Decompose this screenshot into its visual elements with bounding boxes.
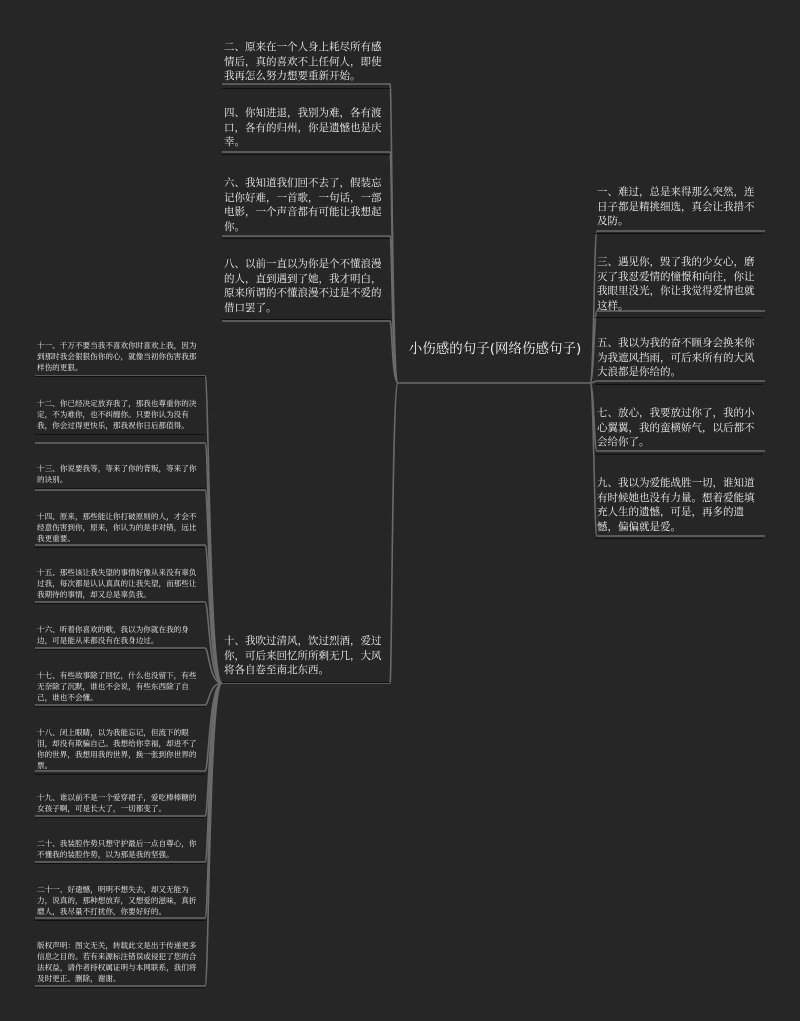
sub-connector xyxy=(35,545,222,683)
sub-node[interactable]: 十七、有些故事除了回忆，什么也没留下，有些无奈除了沉默，谁也不会说，有些东西除了自己，谁也不会懂。 xyxy=(35,670,205,707)
branch-node[interactable]: 八、以前一直以为你是个不懂浪漫的人，直到遇到了她，我才明白，原来所谓的不懂浪漫不过是不爱的借口罢了。 xyxy=(222,257,390,320)
central-topic[interactable]: 小伤感的句子(网络伤感句子) xyxy=(408,341,582,357)
sub-node[interactable]: 十一、千万不要当我不喜欢你时喜欢上我，因为到那时我会狠狠伤你的心，就像当初你伤害我那样伤的更狠。 xyxy=(35,340,205,377)
branch-node[interactable]: 四、你知进退，我别为难，各有渡口，各有的归州，你是遗憾也是庆幸。 xyxy=(222,106,390,155)
sub-node[interactable]: 十三、你说要我等，等来了你的背叛，等来了你的诀别。 xyxy=(35,463,205,489)
sub-node[interactable]: 二十一、好遗憾，明明不想失去，却又无能为力，说真的，那种想放弃，又想爱的滋味，真折磨人，我尽量不打扰你，你要好好的。 xyxy=(35,884,205,921)
sub-node[interactable]: 十五、那些该让我失望的事情好像从来没有辜负过我，每次都是认认真真的让我失望，而那些让我期待的事情，却又总是辜负我。 xyxy=(35,567,205,604)
branch-node[interactable]: 二、原来在一个人身上耗尽所有感情后，真的喜欢不上任何人，即使我再怎么努力想要重新开始。 xyxy=(222,40,390,89)
branch-node[interactable]: 五、我以为我的奋不顾身会换来你为我遮风挡雨，可后来所有的大风大浪都是你给的。 xyxy=(595,336,763,385)
branch-node[interactable]: 九、我以为爱能战胜一切，谁知道有时候她也没有力量。想着爱能填充人生的遗憾，可是，再多的遗憾，偏偏就是爱。 xyxy=(595,476,763,539)
sub-node[interactable]: 二十、我装腔作势只想守护最后一点自尊心，你不懂我的装腔作势，以为那是我的坚强。 xyxy=(35,838,205,864)
sub-node[interactable]: 十八、闭上眼睛，以为我能忘记，但流下的眼泪，却没有欺骗自己。我想给你幸福，却进不了你的世界，我想用我的世界，换一张到你世界的票。 xyxy=(35,727,205,775)
branch-node[interactable]: 三、遇见你，毁了我的少女心，磨灭了我怼爱情的憧憬和向往，你让我眼里没光，你让我觉得爱情也就这样。 xyxy=(595,255,763,318)
branch-node[interactable]: 一、难过，总是来得那么突然，连日子都是精挑细选，真会让我措不及防。 xyxy=(595,185,763,234)
sub-node[interactable]: 十六、听着你喜欢的歌，我以为你就在我的身边，可是能从来都没有在我身边过。 xyxy=(35,624,205,650)
branch-node[interactable]: 七、放心，我要放过你了，我的小心翼翼，我的蛮横娇气，以后都不会给你了。 xyxy=(595,406,763,455)
branch-connector xyxy=(222,321,398,383)
branch-node-10[interactable]: 十、我吹过清风，饮过烈酒，爱过你，可后来回忆所所剩无几，大风将各自卷至南北东西。 xyxy=(222,634,390,683)
sub-node[interactable]: 版权声明：图文无关，转载此文是出于传递更多信息之目的。若有来源标注错误或侵犯了您的合法权益，请作者持权属证明与本网联系，我们将及时更正、删除，谢谢。 xyxy=(35,940,205,988)
sub-node[interactable]: 十四、原来，那些能让你打破原则的人，才会不经意伤害到你，原来，你认为的是非对错，远比我更重要。 xyxy=(35,511,205,548)
sub-node[interactable]: 十二、你已经决定放弃我了，那我也尊重你的决定，不为难你，也不纠缠你。只要你认为没有我，你会过得更快乐，那我祝你日后都值得。 xyxy=(35,398,205,435)
sub-node[interactable]: 十九、谁以前不是一个爱穿裙子，爱吃棒棒糖的女孩子啊，可是长大了，一切都变了。 xyxy=(35,792,205,818)
branch-node[interactable]: 六、我知道我们回不去了，假装忘记你好难，一首歌，一句话，一部电影，一个声音都有可能让我想起你。 xyxy=(222,176,390,239)
